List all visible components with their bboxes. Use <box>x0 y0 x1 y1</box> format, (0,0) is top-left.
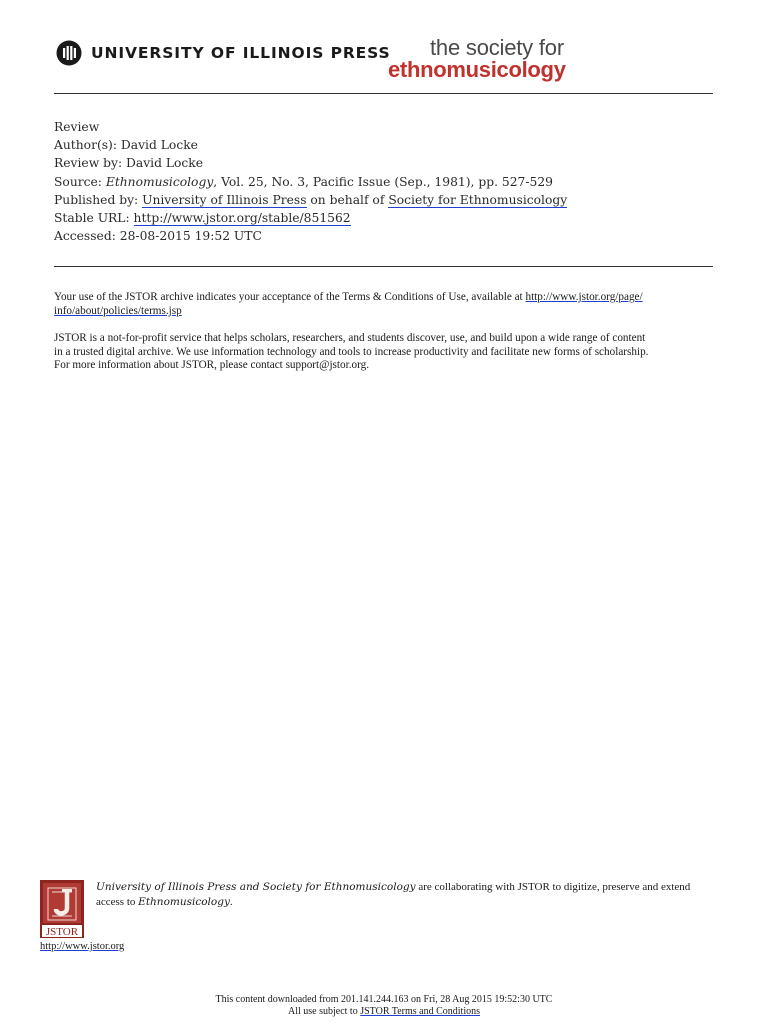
authors-line <box>54 136 567 154</box>
uip-emblem-icon <box>56 40 82 66</box>
society-logo-line1: the society for <box>430 35 564 60</box>
middle-divider <box>54 266 713 267</box>
authors-label: Author(s): <box>54 138 121 153</box>
top-divider <box>54 93 713 94</box>
published-line <box>54 191 567 209</box>
source-label: Source: <box>54 174 106 189</box>
source-journal: Ethnomusicology <box>105 174 214 189</box>
accessed-value: 28-08-2015 19:52 UTC <box>119 229 262 244</box>
collab-end: . <box>229 896 233 908</box>
reviewer-label: Review by: <box>54 156 126 171</box>
publisher-link[interactable]: University of Illinois Press <box>142 192 307 207</box>
published-label: Published by: <box>54 192 143 207</box>
stable-url-label: Stable URL: <box>54 211 134 226</box>
stable-url-link[interactable]: http://www.jstor.org/stable/851562 <box>133 211 351 226</box>
source-details: , Vol. 25, No. 3, Pacific Issue (Sep., 1981), pp. 527-529 <box>213 174 553 189</box>
authors-value: David Locke <box>120 138 198 153</box>
collab-partners: University of Illinois Press and Society for Ethnomusicology <box>96 881 416 893</box>
society-logo-line2: ethnomusicology <box>388 57 566 82</box>
terms-and-conditions-link[interactable]: JSTOR Terms and Conditions <box>360 1006 480 1017</box>
about-line1: JSTOR is a not-for-profit service that helps scholars, researchers, and students discover, use, and build upon a wide range of content <box>54 332 646 344</box>
jstor-logo <box>40 880 84 938</box>
collab-journal: Ethnomusicology <box>138 896 230 908</box>
about-line3: For more information about JSTOR, please contact support@jstor.org. <box>54 359 370 372</box>
download-line: This content downloaded from 201.141.244.163 on Fri, 28 Aug 2015 19:52:30 UTC <box>215 994 553 1005</box>
reviewer-line <box>54 154 567 172</box>
publisher-logo-text: UNIVERSITY OF ILLINOIS PRESS <box>91 44 391 62</box>
terms-link-part2[interactable]: info/about/policies/terms.jsp <box>54 304 182 317</box>
subject-prefix: All use subject to <box>288 1006 361 1017</box>
collaboration-notice <box>96 880 726 910</box>
accessed-line <box>54 227 567 245</box>
jstor-url-link[interactable]: http://www.jstor.org <box>40 941 125 952</box>
collab-text2: access to <box>96 896 139 908</box>
jstor-logo-text: JSTOR <box>45 926 79 938</box>
collab-text: are collaborating with JSTOR to digitize, preserve and extend <box>415 881 691 893</box>
source-line <box>54 173 567 191</box>
university-of-illinois-press-logo <box>56 40 391 66</box>
stable-url-line <box>54 209 567 227</box>
society-link[interactable]: Society for Ethnomusicology <box>388 192 568 207</box>
terms-text: Your use of the JSTOR archive indicates your acceptance of the Terms & Conditions of Use, available at <box>54 291 526 303</box>
terms-paragraph <box>54 291 714 318</box>
on-behalf-text: on behalf of <box>306 192 389 207</box>
jstor-about-paragraph <box>54 332 714 373</box>
citation-metadata <box>54 118 567 245</box>
accessed-label: Accessed: <box>54 229 120 244</box>
download-notice <box>0 994 768 1018</box>
society-for-ethnomusicology-logo <box>388 37 566 81</box>
terms-link-part1[interactable]: http://www.jstor.org/page/ <box>525 291 643 303</box>
about-line2: in a trusted digital archive. We use information technology and tools to increase productivity and facilitate new forms of scholarship. <box>54 345 649 358</box>
reviewer-value: David Locke <box>126 156 204 171</box>
item-type: Review <box>54 120 100 134</box>
